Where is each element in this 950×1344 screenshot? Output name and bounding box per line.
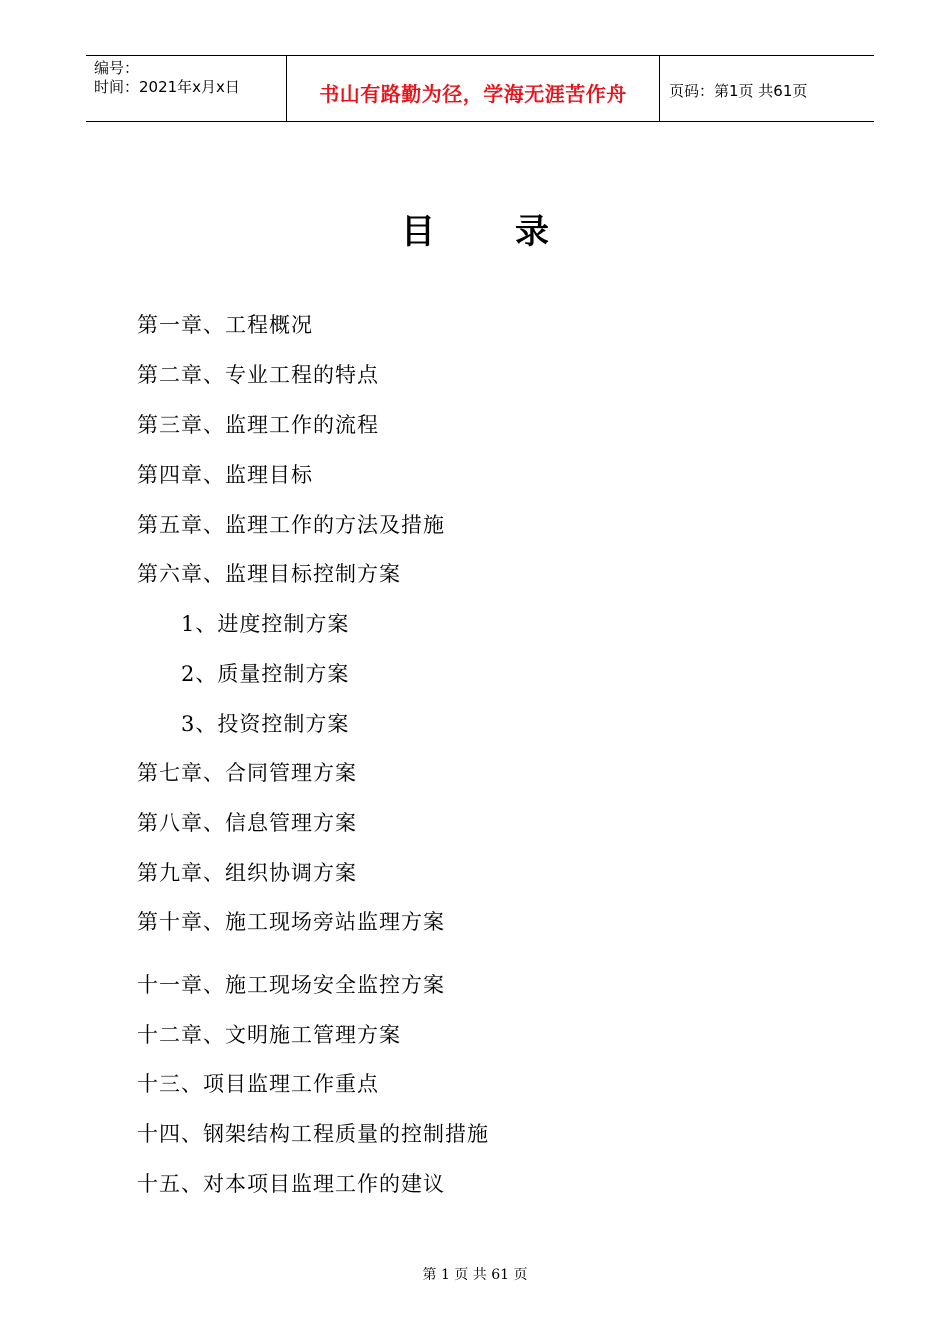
header-page-code: 页码：第1页 共61页 bbox=[669, 82, 808, 100]
toc-item-chapter-4: 第四章、监理目标 bbox=[137, 463, 313, 487]
header-table bbox=[86, 55, 874, 122]
toc-item-chapter-6: 第六章、监理目标控制方案 bbox=[137, 562, 401, 586]
toc-item-chapter-1: 第一章、工程概况 bbox=[137, 313, 313, 337]
header-middle-cell bbox=[286, 56, 660, 121]
toc-item-chapter-15: 十五、对本项目监理工作的建议 bbox=[137, 1172, 445, 1196]
toc-item-chapter-14: 十四、钢架结构工程质量的控制措施 bbox=[137, 1122, 489, 1146]
toc-item-chapter-8: 第八章、信息管理方案 bbox=[137, 811, 357, 835]
header-right-cell bbox=[660, 56, 874, 121]
toc-item-chapter-9: 第九章、组织协调方案 bbox=[137, 861, 357, 885]
header-motto: 书山有路勤为径，学海无涯苦作舟 bbox=[319, 82, 627, 106]
toc-item-section-6-3: 3、投资控制方案 bbox=[181, 712, 350, 736]
toc-item-section-6-2: 2、质量控制方案 bbox=[181, 662, 350, 686]
toc-item-chapter-10: 第十章、施工现场旁站监理方案 bbox=[137, 910, 445, 934]
toc-item-chapter-5: 第五章、监理工作的方法及措施 bbox=[137, 513, 445, 537]
toc-item-chapter-2: 第二章、专业工程的特点 bbox=[137, 363, 379, 387]
toc-item-chapter-11: 十一章、施工现场安全监控方案 bbox=[137, 973, 445, 997]
toc-item-section-6-1: 1、进度控制方案 bbox=[181, 612, 350, 636]
page-footer: 第 1 页 共 61 页 bbox=[422, 1267, 528, 1283]
document-number-label: 编号： bbox=[94, 59, 140, 77]
header-left-cell bbox=[86, 56, 286, 121]
page-title: 目录 bbox=[401, 212, 629, 252]
document-time-label: 时间：2021年x月x日 bbox=[94, 78, 240, 96]
toc-item-chapter-3: 第三章、监理工作的流程 bbox=[137, 413, 379, 437]
toc-item-chapter-13: 十三、项目监理工作重点 bbox=[137, 1072, 379, 1096]
toc-item-chapter-12: 十二章、文明施工管理方案 bbox=[137, 1023, 401, 1047]
toc-item-chapter-7: 第七章、合同管理方案 bbox=[137, 761, 357, 785]
